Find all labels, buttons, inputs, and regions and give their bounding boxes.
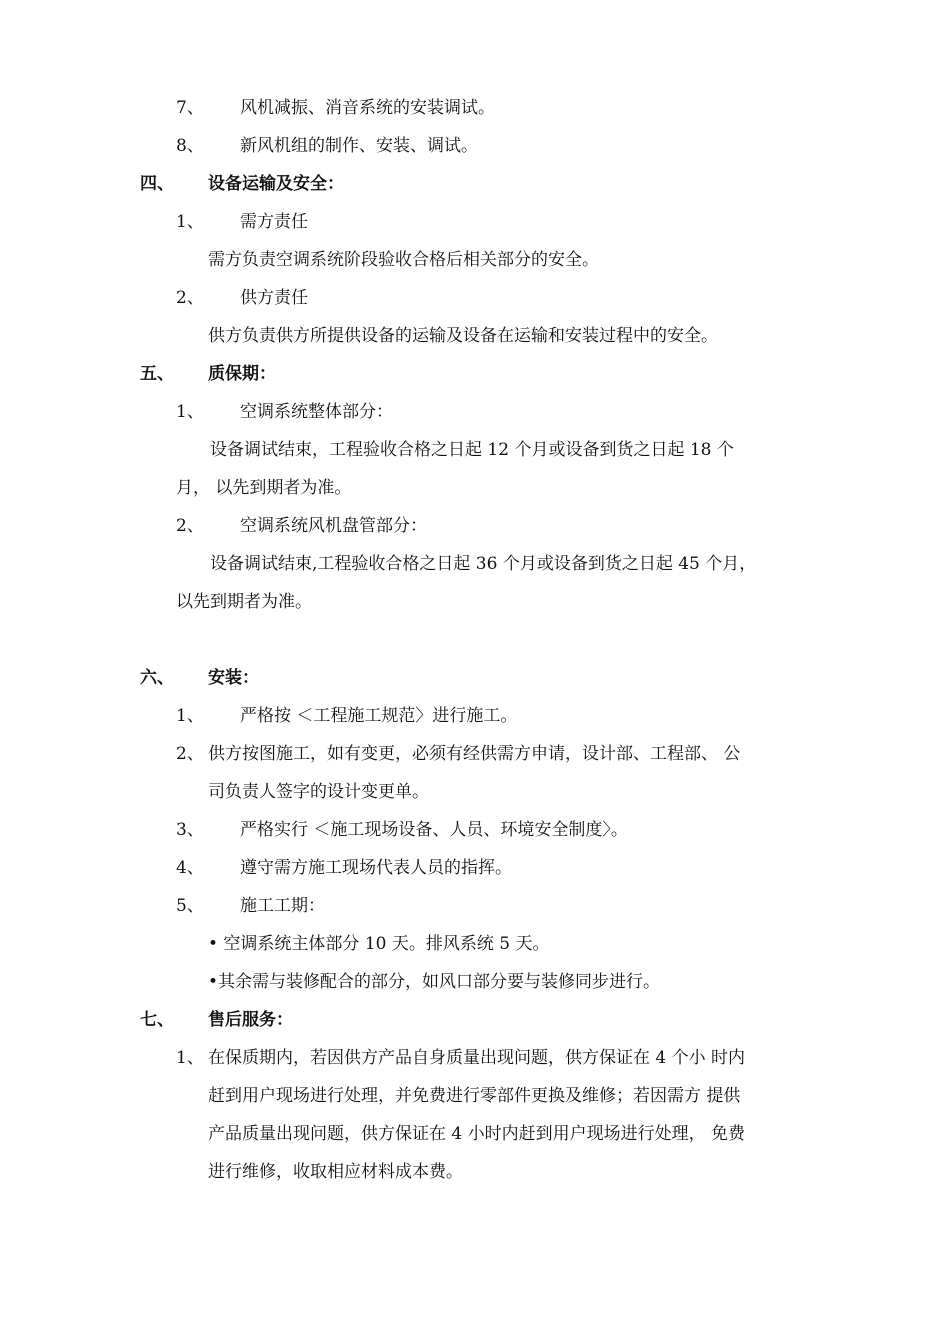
item-text: 严格实行 ＜施工现场设备、人员、环境安全制度〉。 (240, 820, 628, 840)
item-number: 1、 (176, 1048, 204, 1068)
item-text-continued: 司负责人签字的设计变更单。 (208, 782, 429, 802)
item-text: 遵守需方施工现场代表人员的指挥。 (240, 858, 512, 878)
paragraph-line: 设备调试结束，工程验收合格之日起 12 个月或设备到货之日起 18 个 (210, 440, 734, 460)
bullet-item: • 空调系统主体部分 10 天。排风系统 5 天。 (208, 934, 550, 954)
item-number: 3、 (176, 820, 204, 840)
item-text-continued: 赶到用户现场进行处理，并免费进行零部件更换及维修；若因需方 提供 (208, 1086, 741, 1106)
item-text: 空调系统风机盘管部分： (240, 516, 427, 536)
item-number: 5、 (176, 896, 204, 916)
section-number: 六、 (140, 668, 174, 688)
paragraph-line: 以先到期者为准。 (176, 592, 312, 612)
item-text: 新风机组的制作、安装、调试。 (240, 136, 478, 156)
item-text: 供方按图施工，如有变更，必须有经供需方申请，设计部、工程部、 公 (208, 744, 741, 764)
item-text-continued: 产品质量出现问题，供方保证在 4 小时内赶到用户现场进行处理， 免费 (208, 1124, 746, 1144)
item-text: 风机减振、消音系统的安装调试。 (240, 98, 495, 118)
item-number: 1、 (176, 402, 204, 422)
paragraph: 需方负责空调系统阶段验收合格后相关部分的安全。 (208, 250, 599, 270)
item-text: 需方责任 (240, 212, 308, 232)
bullet-item: •其余需与装修配合的部分，如风口部分要与装修同步进行。 (208, 972, 661, 992)
item-number: 2、 (176, 516, 204, 536)
item-number: 4、 (176, 858, 204, 878)
item-number: 1、 (176, 212, 204, 232)
paragraph-line: 月， 以先到期者为准。 (176, 478, 352, 498)
section-title: 售后服务： (208, 1010, 293, 1030)
item-text: 施工工期： (240, 896, 325, 916)
item-number: 7、 (176, 98, 204, 118)
section-number: 七、 (140, 1010, 174, 1030)
paragraph: 供方负责供方所提供设备的运输及设备在运输和安装过程中的安全。 (208, 326, 718, 346)
item-text-continued: 进行维修，收取相应材料成本费。 (208, 1162, 463, 1182)
item-text: 空调系统整体部分： (240, 402, 393, 422)
item-number: 1、 (176, 706, 204, 726)
item-number: 2、 (176, 744, 204, 764)
section-title: 安装： (208, 668, 259, 688)
paragraph-line: 设备调试结束,工程验收合格之日起 36 个月或设备到货之日起 45 个月， (210, 554, 757, 574)
item-text: 在保质期内，若因供方产品自身质量出现问题，供方保证在 4 个小 时内 (208, 1048, 746, 1068)
item-text: 严格按 ＜工程施工规范〉进行施工。 (240, 706, 518, 726)
section-title: 质保期： (208, 364, 276, 384)
item-number: 2、 (176, 288, 204, 308)
section-number: 四、 (140, 174, 174, 194)
item-text: 供方责任 (240, 288, 308, 308)
item-number: 8、 (176, 136, 204, 156)
section-number: 五、 (140, 364, 174, 384)
section-title: 设备运输及安全： (208, 174, 344, 194)
